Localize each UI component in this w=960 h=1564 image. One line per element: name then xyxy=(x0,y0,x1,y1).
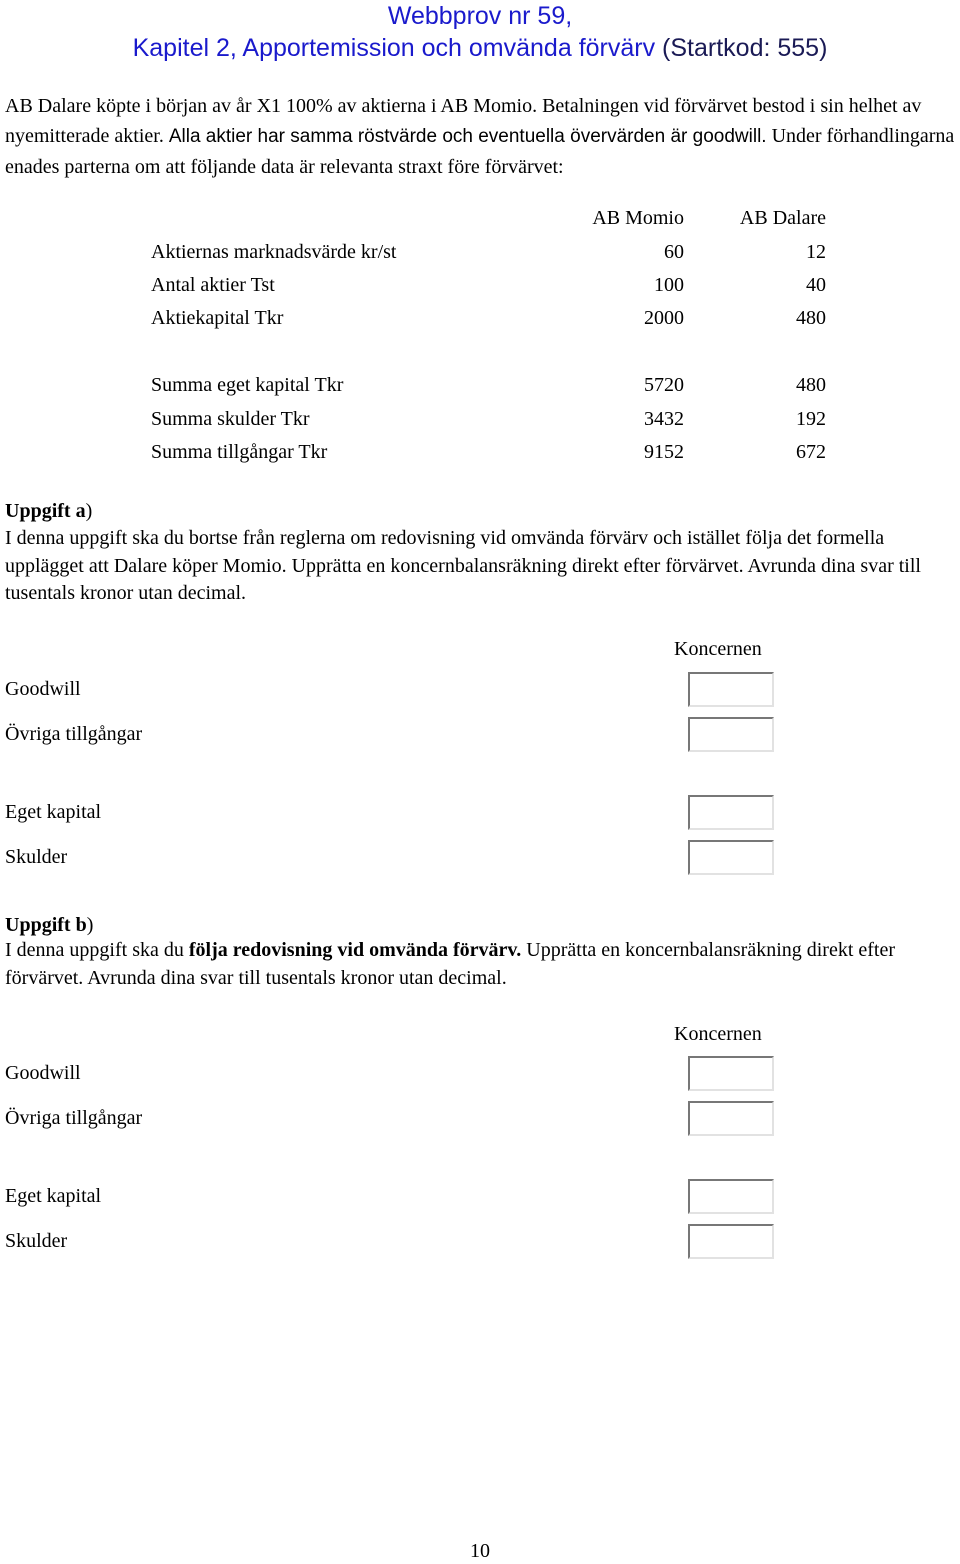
start-code: (Startkod: 555) xyxy=(655,34,828,62)
momio-value: 3432 xyxy=(644,408,684,430)
task-b-text-post: Upprätta en koncernbalansräkning direkt efter förvärvet. Avrunda dina svar till tusentals kronor utan decimal. xyxy=(5,939,896,989)
task-a-skulder-input[interactable] xyxy=(688,840,774,875)
dalare-value: 672 xyxy=(796,441,826,463)
task-b-text-pre: I denna uppgift ska du xyxy=(5,939,189,961)
task-b-eget-kapital-input[interactable] xyxy=(688,1179,774,1214)
task-a-goodwill-label: Goodwill xyxy=(5,678,81,700)
task-a-heading-paren: ) xyxy=(85,500,93,522)
task-a-eget-kapital-label: Eget kapital xyxy=(5,801,102,823)
task-b-heading xyxy=(5,912,93,939)
col-header-momio: AB Momio xyxy=(592,207,684,229)
table-row xyxy=(0,303,960,333)
task-b-heading-paren: ) xyxy=(86,914,94,936)
momio-value: 60 xyxy=(664,241,684,263)
col-header-dalare: AB Dalare xyxy=(739,207,826,229)
task-b-skulder-label: Skulder xyxy=(5,1230,68,1252)
dalare-value: 480 xyxy=(796,374,826,396)
momio-value: 9152 xyxy=(644,441,684,463)
exam-title: Webbprov nr 59, xyxy=(387,2,573,30)
intro-part1: AB Dalare köpte i början av år X1 100% av aktierna i AB Momio. Betalningen vid förvärvet bestod i sin helhet av nyemitterade aktier. xyxy=(5,95,922,147)
task-b-ovriga-tillgangar-label: Övriga tillgångar xyxy=(5,1107,143,1129)
task-b-text-bold: följa redovisning vid omvända förvärv. xyxy=(188,939,522,961)
row-label: Summa tillgångar Tkr xyxy=(151,441,328,463)
momio-value: 5720 xyxy=(644,374,684,396)
momio-value: 100 xyxy=(654,274,684,296)
task-a-heading xyxy=(5,498,92,525)
task-b-eget-kapital-label: Eget kapital xyxy=(5,1185,102,1207)
page-number: 10 xyxy=(470,1540,490,1562)
task-a-instructions: I denna uppgift ska du bortse från reglerna om redovisning vid omvända förvärv och istället följa det formella upplägget att Dalare köper Momio. Upprätta en koncernbalansräkning direkt efter förvärvet. Avrunda dina svar till tusentals kronor utan decimal. xyxy=(5,527,921,604)
task-a-eget-kapital-input[interactable] xyxy=(688,795,774,830)
dalare-value: 192 xyxy=(796,408,826,430)
table-row xyxy=(0,404,960,434)
task-a-ovriga-tillgangar-label: Övriga tillgångar xyxy=(5,723,143,745)
task-b-heading-text: Uppgift b xyxy=(5,914,87,936)
intro-part2: Alla aktier har samma röstvärde och eventuella övervärden är goodwill. xyxy=(168,126,767,147)
row-label: Summa skulder Tkr xyxy=(151,408,310,430)
page-title-line1 xyxy=(0,0,960,32)
intro-paragraph xyxy=(5,91,955,182)
task-b-ovriga-tillgangar-input[interactable] xyxy=(688,1101,774,1136)
task-a-skulder-label: Skulder xyxy=(5,846,68,868)
table-row xyxy=(0,437,960,467)
task-b-column-header: Koncernen xyxy=(674,1023,762,1045)
task-b-goodwill-label: Goodwill xyxy=(5,1062,81,1084)
task-a-column-header: Koncernen xyxy=(674,638,762,660)
dalare-value: 12 xyxy=(806,241,826,263)
task-b-goodwill-input[interactable] xyxy=(688,1056,774,1091)
chapter-title: Kapitel 2, Apportemission och omvända förvärv xyxy=(132,34,656,62)
task-a-ovriga-tillgangar-input[interactable] xyxy=(688,717,774,752)
page-title-line2 xyxy=(0,32,960,64)
task-a-goodwill-input[interactable] xyxy=(688,672,774,707)
row-label: Summa eget kapital Tkr xyxy=(151,374,344,396)
task-a-heading-text: Uppgift a xyxy=(5,500,86,522)
row-label: Aktiernas marknadsvärde kr/st xyxy=(151,241,397,263)
table-header-row xyxy=(0,203,960,233)
table-row xyxy=(0,270,960,300)
row-label: Aktiekapital Tkr xyxy=(151,307,284,329)
momio-value: 2000 xyxy=(644,307,684,329)
task-b-instructions xyxy=(5,937,955,992)
dalare-value: 40 xyxy=(806,274,826,296)
dalare-value: 480 xyxy=(796,307,826,329)
table-row xyxy=(0,237,960,267)
row-label: Antal aktier Tst xyxy=(151,274,275,296)
task-b-skulder-input[interactable] xyxy=(688,1224,774,1259)
intro-part3: Under förhandlingarna enades parterna om att följande data är relevanta straxt före förvärvet: xyxy=(5,125,955,178)
table-row xyxy=(0,370,960,400)
